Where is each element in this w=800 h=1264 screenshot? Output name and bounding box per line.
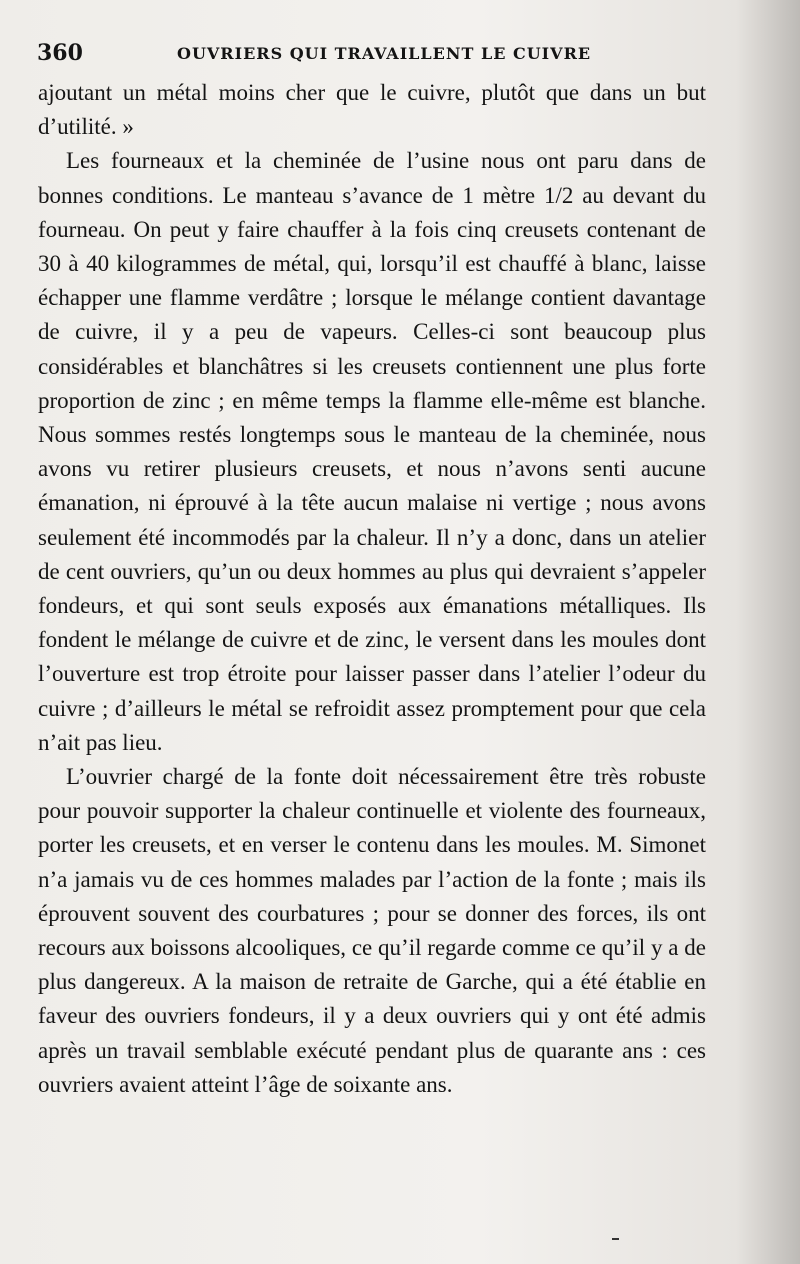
paragraph-fourneaux: Les fourneaux et la cheminée de l’usine nous ont paru dans de bonnes conditions. Le manteau s’avance de 1 mètre 1/2 au devant du fourneau. On peut y faire chauffer à la fois cinq creusets contenant de 30 à 40 kilogrammes de métal, qui, lorsqu’il est chauffé à blanc, laisse échapper une flamme verdâtre ; lorsque le mélange contient davantage de cuivre, il y a peu de vapeurs. Celles-ci sont beaucoup plus considérables et blanchâtres si les creusets contiennent une plus forte proportion de zinc ; en même temps la flamme elle-même est blanche. Nous sommes restés longtemps sous le manteau de la cheminée, nous avons vu retirer plusieurs creusets, et nous n’avons senti aucune émanation, ni éprouvé à la tête aucun malaise ni vertige ; nous avons seulement été incommodés par la chaleur. Il n’y a donc, dans un atelier de cent ouvriers, qu’un ou deux hommes au plus qui devraient s’appeler fondeurs, et qui sont seuls exposés aux émanations métalliques. Ils fondent le mélange de cuivre et de zinc, le versent dans les moules dont l’ouverture est trop étroite pour laisser passer dans l’atelier l’odeur du cuivre ; d’ailleurs le métal se refroidit assez promptement pour que cela n’ait pas lieu. [38,148,706,755]
running-title: OUVRIERS QUI TRAVAILLENT LE CUIVRE [177,44,592,63]
paragraph-continuation: ajoutant un métal moins cher que le cuivre, plutôt que dans un but d’utilité. » [38,80,706,140]
page-header [37,40,757,70]
print-mark [612,1238,619,1240]
body-text [38,76,706,1102]
page-number: 360 [37,40,83,66]
paragraph-ouvrier-fonte: L’ouvrier chargé de la fonte doit nécessairement être très robuste pour pouvoir supporter la chaleur continuelle et violente des fourneaux, porter les creusets, et en verser le contenu dans les moules. M. Simonet n’a jamais vu de ces hommes malades par l’action de la fonte ; mais ils éprouvent souvent des courbatures ; pour se donner des forces, ils ont recours aux boissons alcooliques, ce qu’il regarde comme ce qu’il y a de plus dangereux. A la maison de retraite de Garche, qui a été établie en faveur des ouvriers fondeurs, il y a deux ouvriers qui y ont été admis après un travail semblable exécuté pendant plus de quarante ans : ces ouvriers avaient atteint l’âge de soixante ans. [38,764,706,1097]
